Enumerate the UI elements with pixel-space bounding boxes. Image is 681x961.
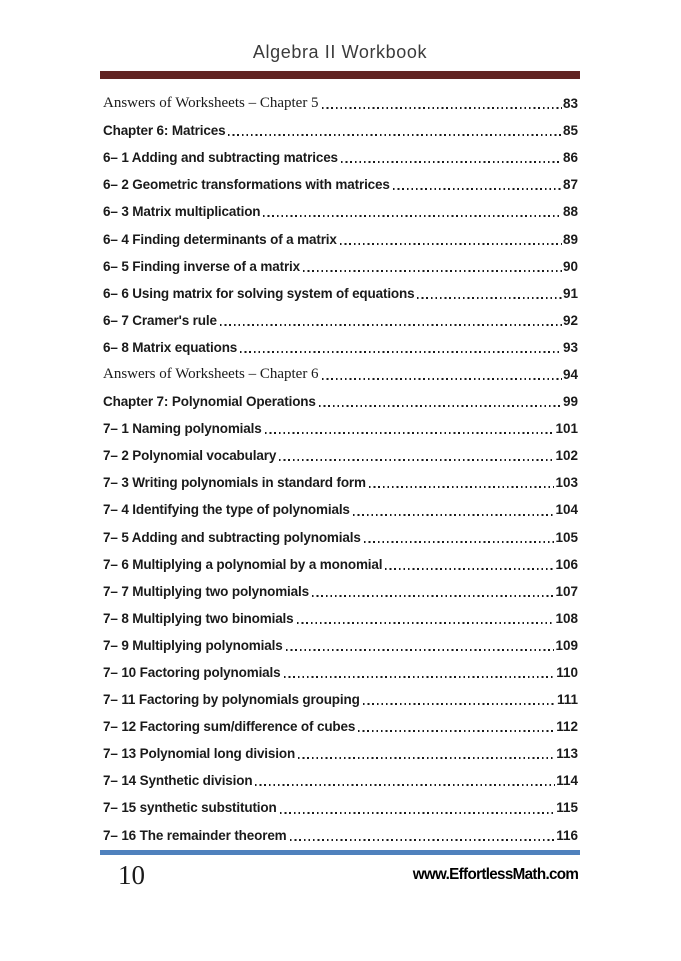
toc-entry-page: 99 <box>562 394 578 410</box>
toc-entry-label: 6– 1 Adding and subtracting matrices <box>103 150 338 166</box>
toc-entry-label: 7– 16 The remainder theorem <box>103 827 287 843</box>
toc-entry[interactable] <box>103 442 578 469</box>
footer-website-link[interactable]: www.EffortlessMath.com <box>412 866 578 883</box>
toc-entry[interactable] <box>103 415 578 442</box>
toc-entry-page: 116 <box>556 827 578 843</box>
toc-entry-page: 103 <box>555 475 578 491</box>
toc-entry-page: 107 <box>555 583 578 599</box>
toc-entry-label: 6– 3 Matrix multiplication <box>103 204 261 220</box>
dot-leader <box>280 794 556 821</box>
toc-entry-page: 88 <box>562 204 578 220</box>
dot-leader <box>369 469 555 496</box>
dot-leader <box>417 280 561 307</box>
dot-leader <box>303 253 562 280</box>
toc-list <box>103 90 578 849</box>
footer-page-number: 10 <box>118 860 145 890</box>
toc-entry-label: 6– 4 Finding determinants of a matrix <box>103 231 337 247</box>
toc-entry[interactable] <box>103 578 578 605</box>
toc-entry[interactable] <box>103 524 578 551</box>
dot-leader <box>228 117 562 144</box>
toc-entry[interactable] <box>103 822 578 849</box>
toc-entry-page: 109 <box>555 637 578 653</box>
toc-entry[interactable] <box>103 388 578 415</box>
dot-leader <box>322 361 562 388</box>
toc-entry-page: 86 <box>562 150 578 166</box>
toc-entry-page: 108 <box>555 610 578 626</box>
toc-entry-label: 7– 6 Multiplying a polynomial by a monomial <box>103 556 383 572</box>
toc-entry-page: 85 <box>562 123 578 139</box>
toc-entry-label: 6– 6 Using matrix for solving system of equations <box>103 285 415 301</box>
toc-entry-label: 7– 1 Naming polynomials <box>103 421 262 437</box>
toc-entry[interactable] <box>103 361 578 388</box>
toc-entry-page: 113 <box>556 746 578 762</box>
dot-leader <box>364 524 555 551</box>
dot-leader <box>358 713 555 740</box>
toc-entry[interactable] <box>103 144 578 171</box>
dot-leader <box>265 415 555 442</box>
toc-entry[interactable] <box>103 171 578 198</box>
dot-leader <box>263 198 562 225</box>
toc-entry[interactable] <box>103 713 578 740</box>
toc-entry-page: 91 <box>562 285 578 301</box>
toc-entry-label: 7– 10 Factoring polynomials <box>103 665 281 681</box>
dot-leader <box>279 442 554 469</box>
toc-entry-label: 6– 2 Geometric transformations with matrices <box>103 177 390 193</box>
toc-entry[interactable] <box>103 632 578 659</box>
toc-entry[interactable] <box>103 253 578 280</box>
toc-entry[interactable] <box>103 659 578 686</box>
dot-leader <box>353 496 555 523</box>
toc-entry[interactable] <box>103 551 578 578</box>
dot-leader <box>393 171 562 198</box>
toc-entry-label: 7– 7 Multiplying two polynomials <box>103 583 309 599</box>
toc-entry[interactable] <box>103 794 578 821</box>
toc-entry[interactable] <box>103 686 578 713</box>
toc-entry-page: 83 <box>562 96 578 112</box>
toc-entry-label: 7– 14 Synthetic division <box>103 773 253 789</box>
toc-entry-page: 94 <box>562 366 578 382</box>
toc-entry-label: 7– 15 synthetic substitution <box>103 800 277 816</box>
page-header-title: Algebra II Workbook <box>252 42 428 62</box>
dot-leader <box>240 334 562 361</box>
toc-entry-label: Chapter 6: Matrices <box>103 123 226 139</box>
toc-entry-page: 87 <box>562 177 578 193</box>
dot-leader <box>255 767 555 794</box>
toc-entry-label: 7– 8 Multiplying two binomials <box>103 610 294 626</box>
footer-divider-rule <box>100 850 580 855</box>
toc-entry-page: 102 <box>555 448 578 464</box>
dot-leader <box>319 388 562 415</box>
dot-leader <box>340 225 562 252</box>
toc-entry[interactable] <box>103 605 578 632</box>
toc-entry-label: Answers of Worksheets – Chapter 5 <box>103 95 319 112</box>
toc-entry[interactable] <box>103 198 578 225</box>
dot-leader <box>312 578 554 605</box>
toc-entry[interactable] <box>103 307 578 334</box>
dot-leader <box>290 822 556 849</box>
header-divider-rule <box>100 71 580 79</box>
toc-entry[interactable] <box>103 496 578 523</box>
toc-entry[interactable] <box>103 740 578 767</box>
dot-leader <box>385 551 554 578</box>
toc-entry-page: 110 <box>556 665 578 681</box>
dot-leader <box>284 659 556 686</box>
toc-entry-label: 7– 11 Factoring by polynomials grouping <box>103 692 360 708</box>
toc-entry-label: 7– 5 Adding and subtracting polynomials <box>103 529 361 545</box>
toc-entry-label: 7– 13 Polynomial long division <box>103 746 296 762</box>
toc-entry-page: 111 <box>556 692 578 708</box>
toc-entry[interactable] <box>103 469 578 496</box>
toc-entry-page: 89 <box>562 231 578 247</box>
toc-entry[interactable] <box>103 334 578 361</box>
dot-leader <box>322 90 562 117</box>
toc-entry-label: 6– 5 Finding inverse of a matrix <box>103 258 301 274</box>
toc-entry-page: 101 <box>555 421 578 437</box>
toc-entry-page: 114 <box>556 773 578 789</box>
toc-entry-label: 6– 8 Matrix equations <box>103 339 238 355</box>
dot-leader <box>297 605 555 632</box>
dot-leader <box>341 144 562 171</box>
toc-entry-page: 93 <box>562 339 578 355</box>
toc-entry[interactable] <box>103 90 578 117</box>
toc-entry-page: 112 <box>556 719 578 735</box>
toc-entry-label: Chapter 7: Polynomial Operations <box>103 394 316 410</box>
toc-entry-page: 115 <box>556 800 578 816</box>
dot-leader <box>286 632 555 659</box>
toc-entry-label: 7– 4 Identifying the type of polynomials <box>103 502 350 518</box>
toc-entry-page: 105 <box>555 529 578 545</box>
toc-entry-page: 92 <box>562 312 578 328</box>
toc-entry-label: Answers of Worksheets – Chapter 6 <box>103 365 319 382</box>
toc-entry-page: 106 <box>555 556 578 572</box>
toc-entry-label: 6– 7 Cramer's rule <box>103 312 217 328</box>
toc-entry-label: 7– 9 Multiplying polynomials <box>103 637 283 653</box>
toc-entry-label: 7– 2 Polynomial vocabulary <box>103 448 277 464</box>
toc-entry-page: 104 <box>555 502 578 518</box>
dot-leader <box>363 686 556 713</box>
toc-entry[interactable] <box>103 225 578 252</box>
dot-leader <box>220 307 562 334</box>
toc-entry-label: 7– 12 Factoring sum/difference of cubes <box>103 719 356 735</box>
toc-entry-label: 7– 3 Writing polynomials in standard form <box>103 475 366 491</box>
toc-entry-page: 90 <box>562 258 578 274</box>
toc-entry[interactable] <box>103 280 578 307</box>
toc-entry[interactable] <box>103 117 578 144</box>
dot-leader <box>298 740 555 767</box>
toc-entry[interactable] <box>103 767 578 794</box>
